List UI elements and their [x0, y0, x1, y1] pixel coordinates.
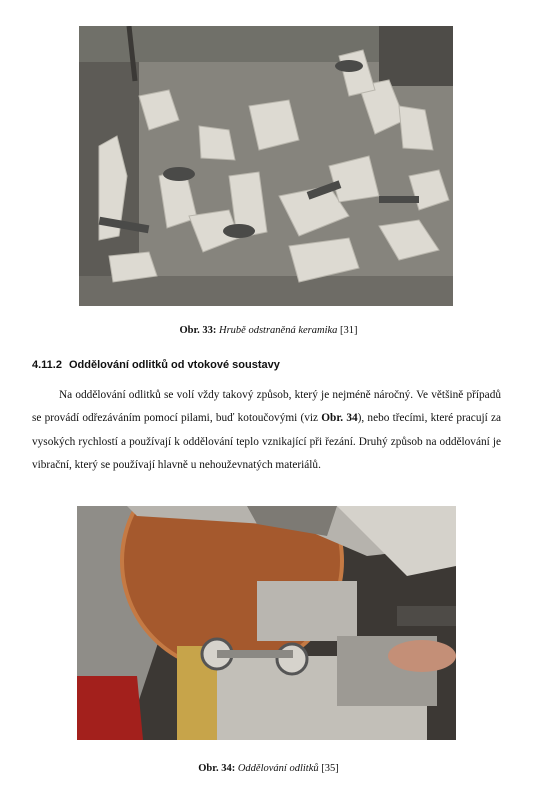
figure-33-caption-title: Hrubě odstraněná keramika [219, 325, 338, 336]
section-title: Oddělování odlitků od vtokové soustavy [68, 359, 280, 371]
ceramics-photo-drawing [79, 26, 453, 306]
ceramics-photo [79, 26, 453, 306]
figure-33-caption [0, 324, 537, 338]
figure-34-caption-ref: [35] [321, 763, 339, 774]
figure-reference: Obr. 34 [321, 412, 358, 425]
section-number: 4.11.2 [32, 359, 62, 371]
paragraph-text-part1: Na oddělování odlitků se volí vždy takový způsob, který je nejméně náročný. Ve většině případů se provádí odřezáváním pomocí pilami, buď kotoučovými (viz [32, 389, 501, 425]
section-heading [32, 358, 512, 372]
figure-34-caption-title: Oddělování odlitků [237, 763, 319, 774]
figure-34-caption-label: Obr. 34: [198, 763, 236, 774]
paragraph-text-part2: ), nebo třecími, které pracují za vysokých rychlostí a používají k oddělování teplo vznikající při řezání. Druhý způsob na oddělování je vibrační, který se používají hlavně u nehouževnatých materiálů. [32, 412, 501, 471]
body-paragraph [32, 384, 501, 477]
figure-33-caption-label: Obr. 33: [179, 325, 217, 336]
figure-34-caption [0, 762, 537, 776]
figure-33-caption-ref: [31] [340, 325, 358, 336]
cutting-wheel-photo-drawing [77, 506, 456, 740]
cutting-wheel-photo [77, 506, 456, 740]
